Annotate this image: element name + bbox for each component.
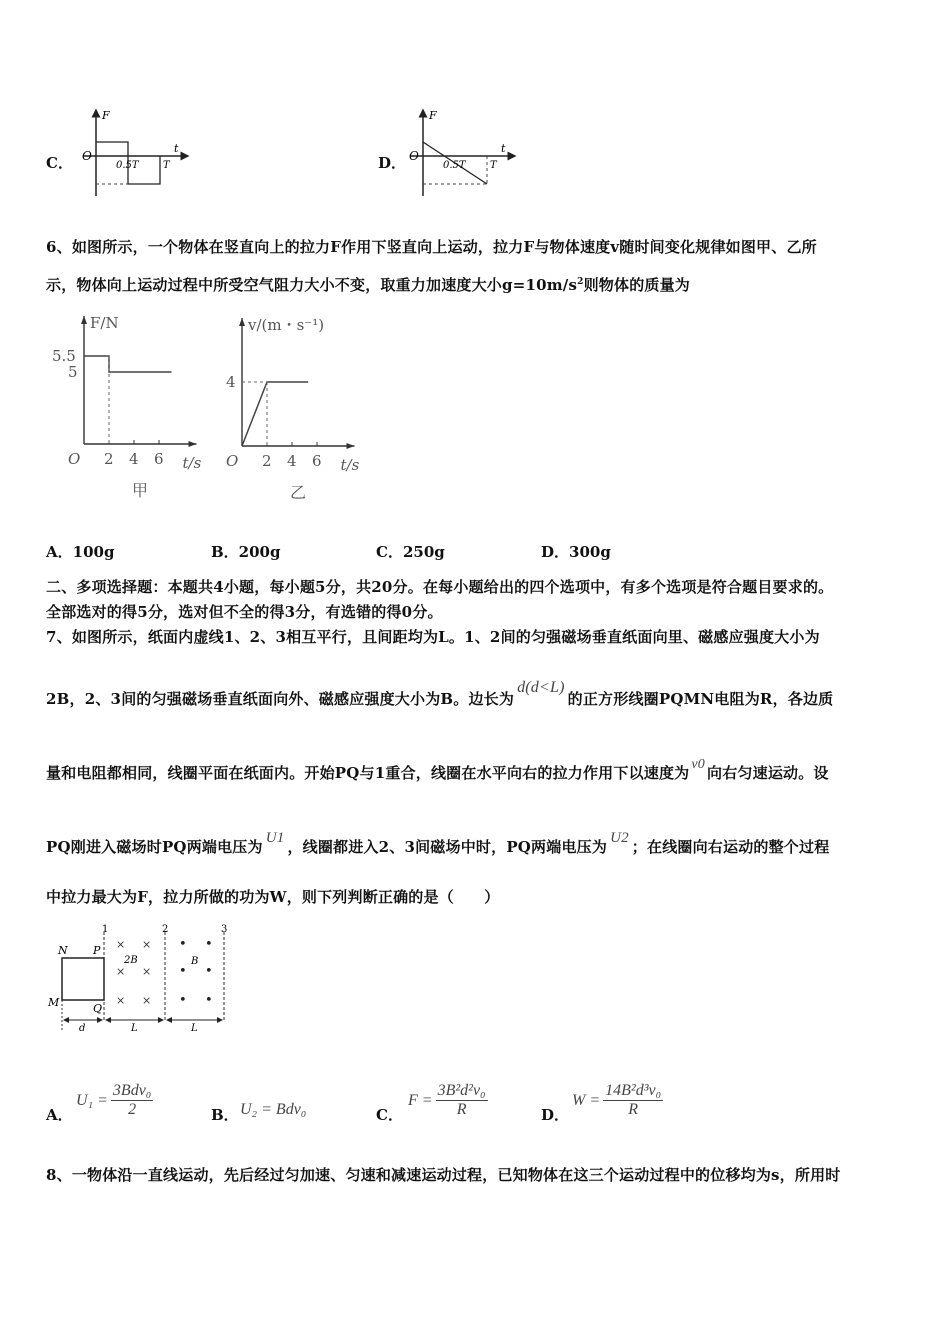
q5-option-c-graph [78, 104, 193, 199]
q6-line-2-a: 示，物体向上运动过程中所受空气阻力大小不变，取重力加速度大小g=10m/s [46, 276, 578, 294]
y-tick-label: 4 [226, 373, 236, 391]
q6-line-2-sup: 2 [577, 277, 584, 287]
formula-lhs: U₁ = [76, 1091, 108, 1109]
q6-option-a: A．100g [46, 543, 115, 561]
origin-label: O [82, 149, 92, 163]
q7-line-4-a: PQ刚进入磁场时PQ两端电压为 [46, 838, 263, 856]
q7-line-2 [46, 679, 834, 709]
x-axis-arrow [347, 443, 355, 449]
q7-magnetic-field-figure [46, 920, 246, 1040]
q7-math-v0: v0 [691, 757, 706, 772]
cross-mark: × [116, 965, 126, 978]
q8-line-1: 8、一物体沿一直线运动，先后经过匀加速、匀速和减速运动过程，已知物体在这三个运动过程中的位移均为s，所用时 [46, 1166, 841, 1184]
formula-denominator: R [628, 1101, 639, 1118]
x-tick-label: 2 [262, 452, 272, 470]
formula-denominator: R [456, 1101, 467, 1118]
x-axis-label: t/s [340, 456, 360, 474]
cross-mark: × [142, 938, 152, 951]
formula-numerator: 14B²d³v₀ [605, 1082, 662, 1099]
q7-line-4-b: ，线圈都进入2、3间磁场中时，PQ两端电压为 [287, 838, 608, 856]
q7-option-b-label: B． [211, 1106, 239, 1124]
q6-line-2-b: 则物体的质量为 [583, 276, 691, 294]
line-3-label: 3 [221, 924, 228, 935]
y-axis-arrow [81, 316, 87, 324]
formula-numerator: 3Bdv₀ [112, 1082, 152, 1099]
corner-p-label: P [93, 944, 101, 957]
formula-lhs: F = [408, 1091, 433, 1109]
line-1-label: 1 [102, 924, 109, 935]
q7-option-c-label: C． [376, 1106, 403, 1124]
tick-half-label: 0.5T [443, 160, 466, 171]
dim-l1-label: L [131, 1023, 138, 1034]
cross-mark: × [116, 938, 126, 951]
cross-mark: × [142, 994, 152, 1007]
x-axis-arrow [189, 441, 197, 447]
chart-title: 乙 [290, 483, 307, 502]
dim-d-label: d [79, 1023, 86, 1034]
cross-mark: × [142, 965, 152, 978]
q7-line-4 [46, 830, 830, 857]
q7-math-d-condition: d(d<L) [517, 679, 565, 696]
y-axis-label: v/(m・s⁻¹) [248, 316, 325, 334]
q7-option-c-formula [408, 1082, 488, 1119]
x-tick-label: 6 [154, 450, 164, 468]
origin-label: O [68, 450, 81, 468]
x-axis-label: t/s [182, 454, 202, 472]
q7-line-4-c: ；在线圈向右运动的整个过程 [631, 838, 830, 856]
formula-denominator: 2 [128, 1101, 137, 1118]
series-line-F [84, 356, 172, 372]
dot-mark: • [205, 964, 213, 979]
dot-mark: • [179, 993, 187, 1008]
x-tick-label: 2 [104, 450, 114, 468]
dim-l2-label: L [191, 1023, 198, 1034]
chart-title: 甲 [132, 481, 149, 500]
q6-line-1: 6、如图所示，一个物体在竖直向上的拉力F作用下竖直向上运动，拉力F与物体速度v随时间变化规律如图甲、乙所 [46, 238, 817, 256]
x-tick-label: 4 [287, 452, 297, 470]
origin-label: O [409, 149, 419, 163]
field-b-label: B [191, 956, 199, 967]
q6-option-c: C．250g [376, 543, 445, 561]
section2-line-1: 二、多项选择题：本题共4小题，每小题5分，共20分。在每小题给出的四个选项中，有多个选项是符合题目要求的。 [46, 578, 834, 596]
y-axis-label: F/N [90, 314, 119, 332]
y-tick-label: 5 [68, 363, 78, 381]
tick-full-label: T [490, 160, 497, 171]
q7-math-u2: U2 [610, 830, 629, 846]
corner-m-label: M [48, 996, 60, 1009]
x-tick-label: 4 [129, 450, 139, 468]
y-tick-label: 5.5 [52, 347, 76, 365]
x-tick-label: 6 [312, 452, 322, 470]
formula-numerator: 3B²d²v₀ [437, 1082, 486, 1099]
q7-option-a-label: A． [46, 1106, 73, 1124]
q7-line-1: 7、如图所示，纸面内虚线1、2、3相互平行，且间距均为L。1、2间的匀强磁场垂直纸面向里、磁感应强度大小为 [46, 628, 820, 646]
origin-label: O [226, 452, 239, 470]
y-axis-arrow [239, 318, 245, 326]
tick-full-label: T [163, 160, 170, 171]
chart-yi [222, 308, 402, 508]
axis-f-label: F [429, 109, 437, 122]
cross-mark: × [116, 994, 126, 1007]
q7-line-2-b: 的正方形线圈PQMN电阻为R，各边质 [567, 690, 834, 708]
q7-math-u1: U1 [265, 830, 285, 846]
q7-option-d-formula [572, 1082, 663, 1119]
dot-mark: • [205, 937, 213, 952]
q7-option-d-label: D． [541, 1106, 570, 1124]
square-coil [62, 958, 104, 1000]
field-2b-label: 2B [124, 955, 138, 966]
tick-half-label: 0.5T [116, 160, 139, 171]
q6-line-2 [46, 274, 690, 295]
corner-q-label: Q [93, 1002, 103, 1015]
q6-option-d: D．300g [541, 543, 611, 561]
series-line-v [242, 382, 308, 446]
dot-mark: • [179, 964, 187, 979]
axis-t-label: t [174, 142, 179, 155]
line-2-label: 2 [162, 924, 169, 935]
chart-jia [48, 308, 228, 508]
corner-n-label: N [58, 944, 68, 957]
q7-line-3 [46, 757, 829, 783]
q7-option-b-formula: U₂ = Bdv₀ [240, 1101, 307, 1118]
dot-mark: • [179, 937, 187, 952]
q5-option-d-graph [405, 104, 520, 199]
axis-t-label: t [501, 142, 506, 155]
q7-line-2-a: 2B，2、3间的匀强磁场垂直纸面向外、磁感应强度大小为B。边长为 [46, 690, 515, 708]
dot-mark: • [205, 993, 213, 1008]
axis-f-label: F [102, 109, 110, 122]
q7-line-3-b: 向右匀速运动。设 [707, 764, 829, 782]
q7-option-a-formula [76, 1082, 153, 1119]
q5-option-d-label: D． [378, 154, 407, 172]
q7-line-5: 中拉力最大为F，拉力所做的功为W，则下列判断正确的是（ ） [46, 888, 500, 906]
q7-line-3-a: 量和电阻都相同，线圈平面在纸面内。开始PQ与1重合，线圈在水平向右的拉力作用下以速度为 [46, 764, 690, 782]
section2-line-2: 全部选对的得5分，选对但不全的得3分，有选错的得0分。 [46, 603, 443, 621]
q6-option-b: B．200g [211, 543, 281, 561]
formula-lhs: W = [572, 1091, 601, 1109]
q5-option-c-label: C． [46, 154, 73, 172]
